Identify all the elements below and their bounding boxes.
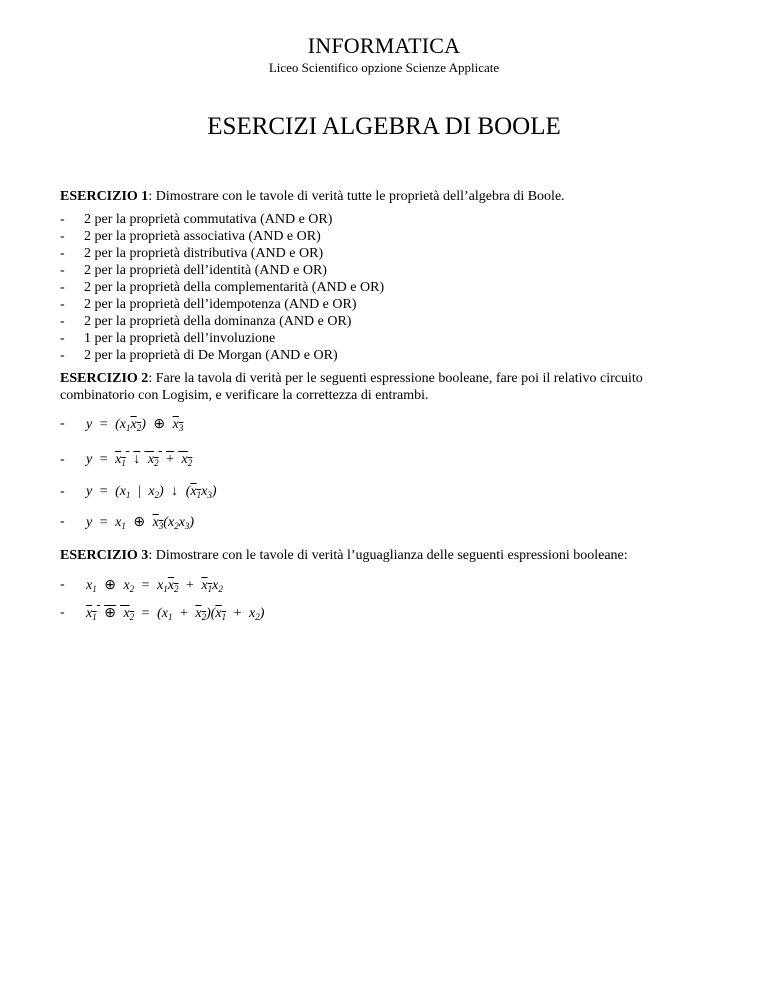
exercise-2-label: ESERCIZIO 2 xyxy=(60,371,149,386)
exercise-1-text: : Dimostrare con le tavole di verità tutte le proprietà dell’algebra di Boole. xyxy=(148,189,565,204)
list-item: - 2 per la proprietà distributiva (AND e OR) xyxy=(60,246,324,261)
list-item: - 2 per la proprietà di De Morgan (AND e OR) xyxy=(60,348,338,363)
exercise-1-heading xyxy=(60,188,710,205)
list-item: - 2 per la proprietà commutativa (AND e OR) xyxy=(60,212,333,227)
document-title: ESERCIZI ALGEBRA DI BOOLE xyxy=(207,113,561,140)
exercise-2-heading xyxy=(60,370,710,404)
school-subtitle: Liceo Scientifico opzione Scienze Applicate xyxy=(268,60,500,75)
exercise-3-text: : Dimostrare con le tavole di verità l’uguaglianza delle seguenti espressioni booleane: xyxy=(148,548,628,563)
list-item: - 2 per la proprietà della dominanza (AND e OR) xyxy=(60,314,352,329)
exercise-3-label: ESERCIZIO 3 xyxy=(60,548,149,563)
exercise-3-heading xyxy=(60,547,710,564)
list-item: - 2 per la proprietà dell’identità (AND e OR) xyxy=(60,263,327,278)
document-page: INFORMATICA Liceo Scientifico opzione Scienze Applicate ESERCIZI ALGEBRA DI BOOLE ESERCIZIO 1: Dimostrare con le tavole di verità tutte le proprietà dell’algebra di Boole. - 2 per la proprietà commutativa (AND e OR) - 2 per la proprietà associativa (AND e OR) - 2 per la proprietà distributiva (AND e OR) - 2 per la proprietà dell’identità (AND e OR) - 2 per la proprietà della complementarità (AND e OR) - 2 per la proprietà dell’idempotenza (AND e OR) - 2 per la proprietà della dominanza (AND e OR) - 1 per la proprietà dell’involuzione - 2 per la proprietà di De Morgan (AND e OR) ESERCIZIO 2: Fare la tavola di verità per le seguenti espressione booleane, fare poi il relativo circuito combinatorio con Logisim, e verificare la correttezza di entrambi. - $y = (x_1x_2)$ ⊕ $x_3$ - $y = x_1$ ↓ $x_2 + x_2$ - $y = (x_1$ | $x_2$) ↓ $(x_1x_3)$ - $y = x_1$ ⊕ $x_3(x_2x_3)$ ESERCIZIO 3: Dimostrare con le tavole di verità l’uguaglianza delle seguenti espressioni booleane: - $x_1$ ⊕ $x_2 = x_1x_2 + x_1x_2$ - $x_1$ ⊕ $x_2 = (x_1 + x_2)(x_1 + x_2)$ xyxy=(0,0,768,994)
list-item: - 1 per la proprietà dell’involuzione xyxy=(60,331,276,346)
exercise-1-label: ESERCIZIO 1 xyxy=(60,189,149,204)
list-item: - 2 per la proprietà della complementarità (AND e OR) xyxy=(60,280,385,295)
exercise-1-list xyxy=(60,211,384,364)
list-item: - 2 per la proprietà dell’idempotenza (AND e OR) xyxy=(60,297,357,312)
subject-title: INFORMATICA xyxy=(307,33,461,58)
exercise-2-text: : Fare la tavola di verità per le seguenti espressione booleane, fare poi il relativo circuito combinatorio con Logisim, e verificare la correttezza di entrambi. xyxy=(60,371,643,403)
list-item: - 2 per la proprietà associativa (AND e OR) xyxy=(60,229,321,244)
